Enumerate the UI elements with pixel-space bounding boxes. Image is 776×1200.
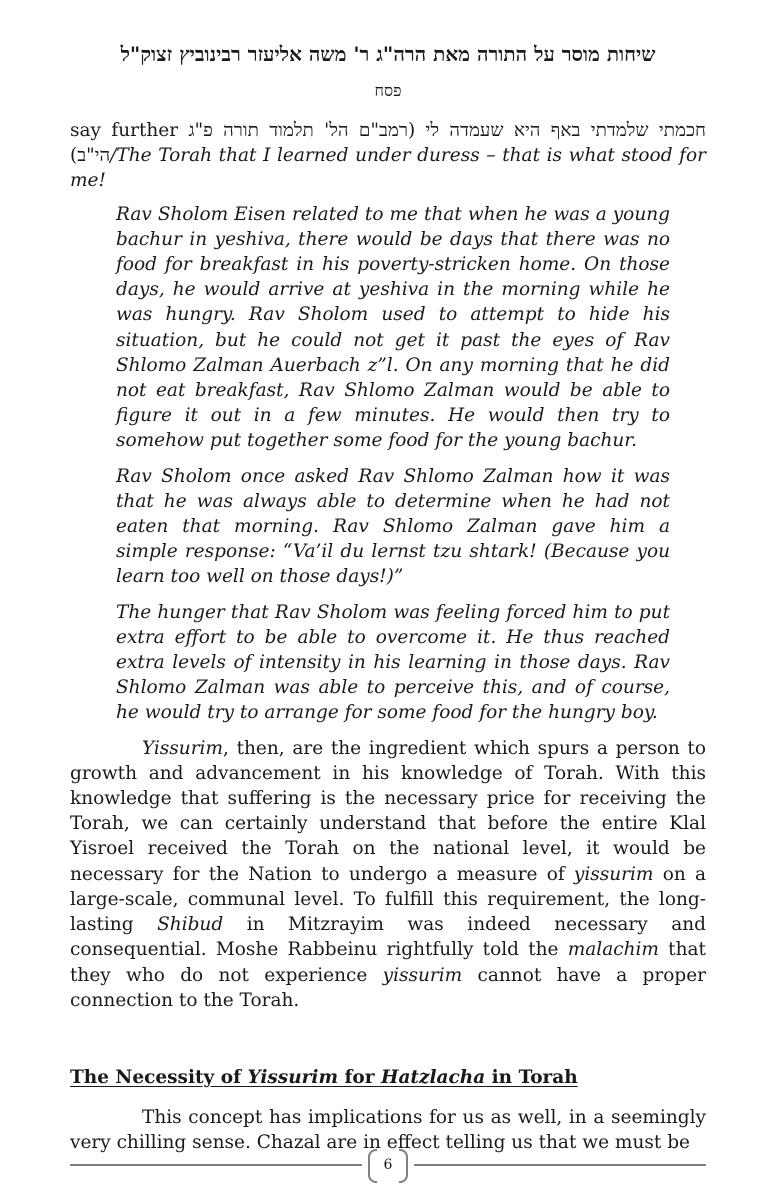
page-body [70, 40, 706, 1156]
body-paragraph: This concept has implications for us as well, in a seemingly very chilling sense. Chazal are in effect telling us that we must be [70, 1107, 706, 1154]
story-paragraph: The hunger that Rav Sholom was feeling forced him to put extra effort to be able to overcome it. He thus reached extra levels of intensity in his learning in those days. Rav Shlomo Zalman was able to perceive this, and of course, he would try to arrange for some food for the hungry boy. [116, 601, 670, 724]
footer-rule [414, 1164, 706, 1166]
section-heading [70, 1065, 706, 1090]
heading-term: Yissurim [247, 1066, 339, 1088]
text-run: that they who do not experience [70, 939, 706, 986]
quote-translation: /The Torah that I learned under duress – that is what stood for me! [70, 145, 706, 192]
story-paragraph: Rav Sholom Eisen related to me that when he was a young bachur in yeshiva, there would be days that there was no food for breakfast in his poverty-stricken home. On those days, he would arrive at yeshiva in the morning while he was hungry. Rav Sholom used to attempt to hide his situation, but he could not get it past the eyes of Rav Shlomo Zalman Auerbach z”l. On any morning that he did not eat breakfast, Rav Shlomo Zalman would be able to figure it out in a few minutes. He would then try to somehow put together some food for the young bachur. [116, 203, 670, 452]
text-run: , then, are the ingredient which spurs a person to growth and advancement in his knowledge of Torah. With this knowledge that suffering is the necessary price for receiving the Torah, we can certainly understand that before the entire Klal Yisroel received the Torah on the national level, it would be necessary for the Nation to undergo a measure of [70, 737, 706, 885]
page-footer [70, 1145, 706, 1185]
story-paragraph: Rav Sholom once asked Rav Shlomo Zalman how it was that he was always able to determine when he had not eaten that morning. Rav Shlomo Zalman gave him a simple response: “Va’il du lernst tzu shtark! (Because you learn too well on those days!)” [116, 465, 670, 588]
footer-rule [70, 1164, 362, 1166]
heading-term: Hatzlacha [380, 1066, 486, 1088]
page-number: 6 [366, 1148, 410, 1182]
term-yissurim: yissurim [573, 863, 654, 885]
body-paragraph [70, 736, 706, 1013]
term-yissurim: yissurim [382, 964, 463, 986]
term-yissurim: Yissurim [142, 737, 224, 759]
term-shibud: Shibud [157, 914, 224, 936]
intro-lead: say further [70, 120, 189, 141]
heading-run: in Torah [485, 1066, 578, 1088]
text-run: on a large-scale, communal level. To fulfill this requirement, the long-lasting [70, 863, 706, 936]
hebrew-quote: חכמתי שלמדתי באף היא שעמדה לי (רמב"ם הל' תלמוד תורה פ"ג הי"ב) [70, 120, 706, 167]
running-header-subtitle: פסח [374, 81, 402, 100]
running-header-title: שיחות מוסר על התורה מאת הרה"ג ר' משה אליעזר רבינוביץ זצוק"ל [120, 42, 656, 66]
heading-run: The Necessity of [70, 1066, 248, 1088]
heading-run: for [338, 1066, 381, 1088]
text-run: cannot have a proper connection to the Torah. [70, 964, 706, 1011]
text-run: in Mitzrayim was indeed necessary and consequential. Moshe Rabbeinu rightfully told the [70, 914, 707, 961]
intro-paragraph [70, 118, 706, 194]
term-malachim: malachim [567, 939, 659, 961]
